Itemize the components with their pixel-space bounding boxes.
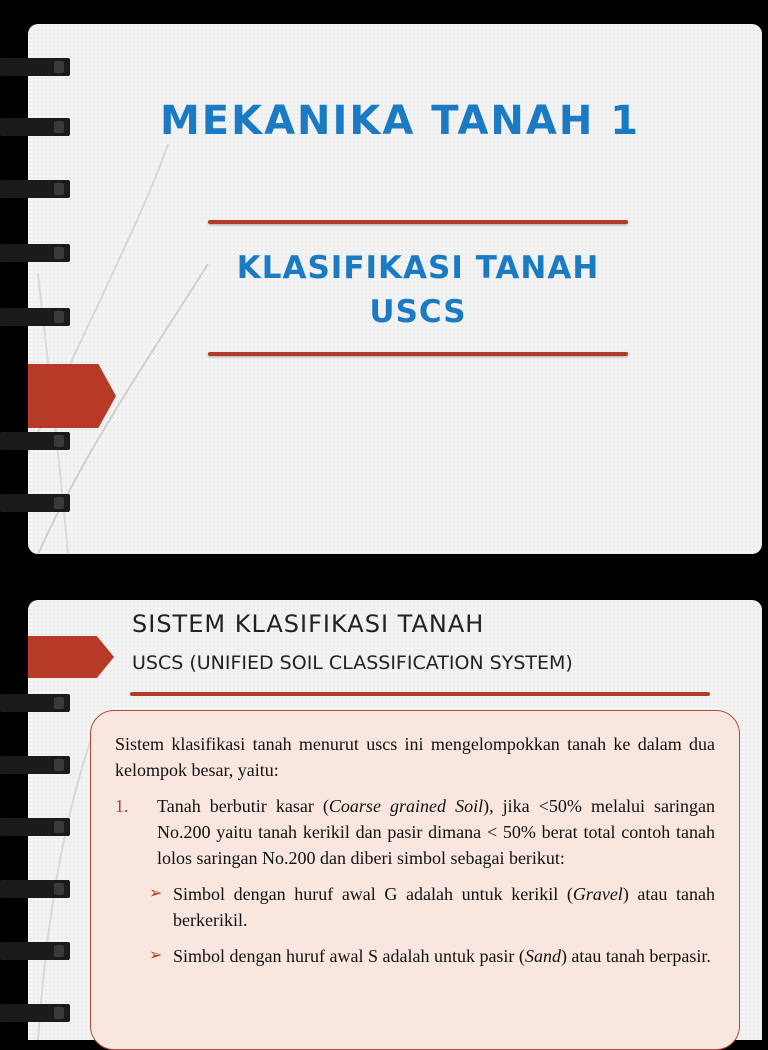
bullet-text	[173, 943, 715, 969]
arrow-right-icon: ➢	[149, 885, 163, 902]
content-box	[90, 710, 740, 1050]
bullet-text	[173, 881, 715, 933]
binder-ring	[0, 180, 72, 198]
binder-ring	[0, 58, 72, 76]
text-segment: ), jika <50% melalui saringan No.200 yaitu tanah kerikil dan pasir dimana < 50% berat total contoh tanah lolos saringan No.200 dan diberi simbol sebagai berikut:	[157, 796, 716, 868]
text-segment: Simbol dengan huruf awal S adalah untuk pasir (	[173, 946, 525, 966]
binder-ring	[0, 756, 72, 774]
list-item-text	[157, 793, 715, 871]
binder-ring	[0, 1004, 72, 1022]
divider-bottom	[208, 352, 628, 356]
arrow-right-icon: ➢	[149, 947, 163, 964]
bullet-item	[149, 881, 715, 933]
section-subheading: USCS (UNIFIED SOIL CLASSIFICATION SYSTEM)	[132, 652, 573, 674]
binder-ring	[0, 942, 72, 960]
section-heading: SISTEM KLASIFIKASI TANAH	[132, 610, 485, 638]
section-tab	[28, 364, 116, 428]
list-number: 1.	[115, 796, 129, 816]
binder-ring	[0, 308, 72, 326]
slide-title: MEKANIKA TANAH 1	[159, 98, 641, 144]
section-tab	[28, 636, 114, 678]
bullet-item	[149, 943, 715, 969]
intro-paragraph: Sistem klasifikasi tanah menurut uscs ini mengelompokkan tanah ke dalam dua kelompok besar, yaitu:	[115, 734, 715, 780]
binder-ring	[0, 880, 72, 898]
divider-top	[208, 220, 628, 224]
text-segment: ) atau tanah berkerikil.	[173, 884, 715, 930]
slide-subtitle	[200, 246, 636, 334]
subtitle-line-1: KLASIFIKASI TANAH	[236, 250, 600, 286]
text-segment: Simbol dengan huruf awal G adalah untuk kerikil (	[173, 884, 573, 904]
subtitle-line-2: USCS	[369, 294, 467, 330]
italic-term: Sand	[524, 946, 561, 966]
binder-ring	[0, 818, 72, 836]
list-item	[115, 793, 715, 871]
italic-term: Gravel	[572, 884, 623, 904]
text-segment: ) atau tanah berpasir.	[560, 946, 711, 966]
binder-ring	[0, 432, 72, 450]
binder-ring	[0, 694, 72, 712]
binder-ring	[0, 244, 72, 262]
binder-ring	[0, 494, 72, 512]
heading-divider	[130, 692, 710, 696]
italic-term: Coarse grained Soil	[328, 796, 484, 816]
text-segment: Tanah berbutir kasar (	[157, 796, 329, 816]
